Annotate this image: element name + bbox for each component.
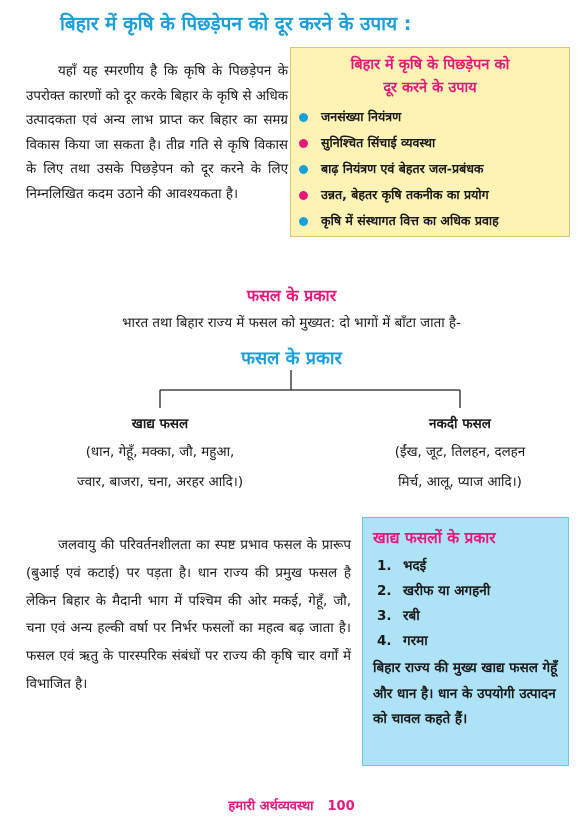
list-item-text: बाढ़ नियंत्रण एवं बेहतर जल-प्रबंधक <box>321 161 484 176</box>
list-item <box>299 104 561 130</box>
food-crops-line1: (धान, गेहूँ, मक्का, जौ, महुआ, <box>85 445 235 460</box>
list-item-text: खरीफ या अगहनी <box>403 583 491 599</box>
list-number: 1. <box>377 558 392 574</box>
list-number: 3. <box>377 608 392 624</box>
book-title: हमारी अर्थव्यवस्था <box>228 799 314 814</box>
list-item-text: उन्नत, बेहतर कृषि तकनीक का प्रयोग <box>321 187 489 202</box>
climate-paragraph: जलवायु की परिवर्तनशीलता का स्पष्ट प्रभाव फसल के प्रारूप (बुआई एवं कटाई) पर पड़ता है। धान राज्य की प्रमुख फसल है लेकिन बिहार के मैदानी भाग में पश्चिम की ओर मकई, गेहूँ, जौ, चना एवं अन्य हल्की वर्षा पर निर्भर फसलों का महत्व बढ़ जाता है। फसल एवं ऋतु के पारस्परिक संबंधों पर राज्य की कृषि चार वर्गों में विभाजित है। <box>26 538 351 692</box>
section-heading: फसल के प्रकार <box>246 286 337 305</box>
bullet-icon <box>299 165 308 174</box>
tree-connector <box>0 368 583 410</box>
list-item-text: कृषि में संस्थागत वित्त का अधिक प्रवाह <box>321 213 499 228</box>
page-title: बिहार में कृषि के पिछड़ेपन को दूर करने के उपाय : <box>60 13 412 35</box>
tree-root-label: फसल के प्रकार <box>241 348 342 369</box>
food-crop-types-title: खाद्य फसलों के प्रकार <box>373 529 496 547</box>
list-item <box>377 604 558 629</box>
bullet-icon <box>299 217 308 226</box>
list-item <box>377 579 558 604</box>
list-item-text: जनसंख्या नियंत्रण <box>321 109 402 124</box>
section-intro: भारत तथा बिहार राज्य में फसल को मुख्यत: दो भागों में बाँटा जाता है- <box>122 316 461 331</box>
remedies-box <box>290 47 570 237</box>
food-crop-types-list <box>373 554 558 654</box>
page-number: 100 <box>327 799 355 814</box>
food-crops-line2: ज्वार, बाजरा, चना, अरहर आदि।) <box>76 475 244 490</box>
list-item <box>299 156 561 182</box>
remedies-box-title-line1: बिहार में कृषि के पिछड़ेपन को <box>350 57 510 73</box>
cash-crops-line2: मिर्च, आलू, प्याज आदि।) <box>398 475 522 490</box>
cash-crops-line1: (ईंख, जूट, तिलहन, दलहन <box>394 445 526 460</box>
food-crops-heading: खाद्य फसल <box>131 416 189 432</box>
bullet-icon <box>299 139 308 148</box>
list-item-text: सुनिश्चित सिंचाई व्यवस्था <box>321 135 436 150</box>
list-item <box>299 208 561 234</box>
list-item <box>299 130 561 156</box>
list-number: 2. <box>377 583 392 599</box>
list-item-text: गरमा <box>403 633 428 649</box>
food-crop-note: बिहार राज्य की मुख्य खाद्य फसल गेहूँ और धान है। धान के उपयोगी उत्पादन को चावल कहते हैं। <box>373 660 558 727</box>
intro-paragraph: यहाँ यह स्मरणीय है कि कृषि के पिछड़ेपन के उपरोक्त कारणों को दूर करके बिहार के कृषि से अधिक उत्पादकता एवं अन्य लाभ प्राप्त कर बिहार का समग्र विकास किया जा सकता है। तीव्र गति से कृषि विकास के लिए तथा उसके पिछड़ेपन को दूर करने के लिए निम्नलिखित कदम उठाने की आवश्यकता है। <box>26 64 288 202</box>
list-number: 4. <box>377 633 392 649</box>
list-item <box>299 182 561 208</box>
remedies-list <box>299 104 561 234</box>
list-item-text: रबी <box>403 608 420 624</box>
food-crop-types-box <box>362 517 569 766</box>
cash-crops-heading: नकदी फसल <box>429 416 491 432</box>
food-crops-node <box>20 414 300 498</box>
list-item-text: भदई <box>403 558 427 574</box>
remedies-box-title-line2: दूर करने के उपाय <box>383 80 477 96</box>
bullet-icon <box>299 113 308 122</box>
bullet-icon <box>299 191 308 200</box>
page-footer <box>0 796 583 814</box>
cash-crops-node <box>320 414 583 498</box>
list-item <box>377 629 558 654</box>
list-item <box>377 554 558 579</box>
